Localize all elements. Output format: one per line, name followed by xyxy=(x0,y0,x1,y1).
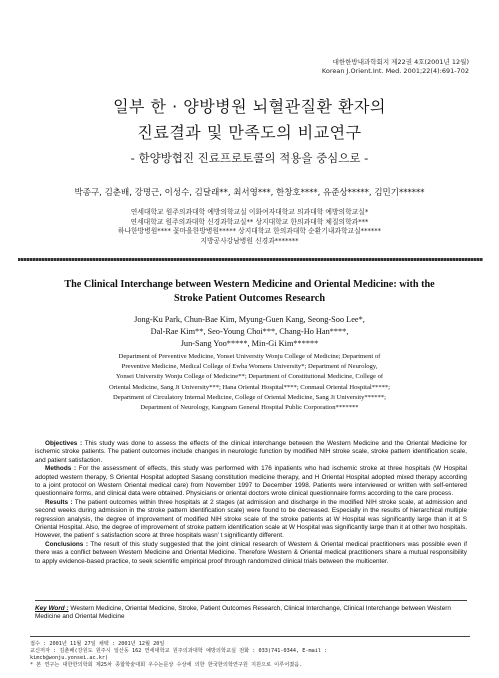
korean-title-line-2: 진료결과 및 만족도의 비교연구 xyxy=(137,123,362,142)
korean-affiliation-line: 하나한방병원**** 꽃마을한방병원***** 상지대학교 한의과대학 순환기내과학교실****** xyxy=(117,227,382,236)
abstract-results xyxy=(35,499,467,541)
english-title-line-1: The Clinical Interchange between Western Medicine and Oriental Medicine: with the xyxy=(64,279,435,290)
section-divider xyxy=(18,258,483,261)
footnote-line: 접수 : 2001년 11월 27일 채택 : 2001년 12월 20일 xyxy=(30,641,165,647)
abstract xyxy=(35,440,467,566)
abstract-objectives xyxy=(35,440,467,465)
english-affiliation-line: Oriental Medicine, Sang Ji University***; Hana Oriental Hospital****; Conmaul Oriental Hospital*****; xyxy=(108,383,391,391)
abstract-conclusions xyxy=(35,541,467,566)
results-text: The patient outcomes within three hospitals at 2 stages (at admission and discharge in the modified NIH stroke scale, at admission and second weeks during admission in the stroke pattern identification scale) were found to be decreased. Especially in the results of hierarchical multiple regression analysis, the degree of improvement of modified NIH stroke scale of the stroke patients at W Hospital was significantly large than it at S Oriental Hospital. Also, the degree of improvement of stroke pattern identification scale at W Hospital was significantly large than it at other two hospitals. However, the patient' s satisfaction score at three hospitals wasn' t significantly different. xyxy=(35,498,467,540)
english-title-line-2: Stroke Patient Outcomes Research xyxy=(174,292,325,304)
methods-text: For the assessment of effects, this study was performed with 176 inpatients who had ischemic stroke at three hospitals (W Hospital adopted western therapy, S Oriental Hospital adopted Sasang constitution medicine therapy, and H Oriental Hospital adopted mixed therapy according to a joint protocol on Western Oriental medical care) from November 1997 to December 1998. Patients were interviewed or written with self-entered questionnaire forms, and clinical data were obtained. Physicians or oriental doctors wrote clinical questionnaire forms according to the care process. xyxy=(35,465,467,498)
english-title xyxy=(40,278,459,305)
english-affiliation-line: Department of Neurology, Kangnam General Hospital Public Corporation******* xyxy=(140,404,359,412)
korean-title-line-1: 일부 한 · 양방병원 뇌혈관질환 환자의 xyxy=(113,97,386,116)
english-affiliation-line: Preventive Medicine, Medical College of Ewha Womens University*; Department of Neurology, xyxy=(121,363,378,371)
keywords-text: Western Medicine, Oriental Medicine, Stroke, Patient Outcomes Research, Clinical Interchange, Clinical Interchange between Western Medicine and Oriental Medicine xyxy=(35,605,451,621)
objectives-label: Objectives : xyxy=(45,440,83,447)
english-affiliations xyxy=(48,352,451,413)
keywords-label: Key Word : xyxy=(35,605,69,612)
korean-affiliations xyxy=(0,208,499,246)
footnotes xyxy=(30,636,470,669)
english-author-line: Jun-Sang Yoo*****, Min-Gi Kim****** xyxy=(180,339,319,348)
footnote-line: * 본 연구는 대한한의학회 제25차 종합학술대회 우수논문상 수상에 의한 한국한의학연구원 지원으로 이루어졌음. xyxy=(30,662,303,668)
korean-affiliation-line: 지방공사강남병원 신경과******* xyxy=(200,236,299,245)
english-author-line: Dal-Rae Kim**, Seo-Young Choi***, Chang-Ho Han****, xyxy=(150,327,349,336)
conclusions-text: The result of this study suggested that the joint clinical research of Western & Oriental medical practitioners was possible even if there was a conflict between Western Medicine and Oriental Medicine. Therefore Western & Oriental medical practitioners share a mutual responsibility to apply evidence-based practice, to seek scientific empirical proof through randomized clinical trials between the multicenter. xyxy=(35,540,467,565)
english-affiliation-line: Department of Preventive Medicine, Yonsei University Wonju College of Medicine; Department of xyxy=(118,353,381,360)
results-label: Results : xyxy=(45,498,73,506)
journal-citation-korean: 대한한방내과학회지 제22권 4호(2001년 12월) xyxy=(332,58,469,66)
keywords xyxy=(35,600,467,622)
journal-citation xyxy=(322,58,469,76)
korean-subtitle: - 한양방협진 진료프로토콜의 적용을 중심으로 - xyxy=(130,151,369,165)
footnote-line: 교신저자 : 김춘배(강원도 원주시 일산동 162 연세대학교 원주의과대학 예방의학교실 전화 : 033)741-0344, E-mail : xyxy=(30,648,328,654)
korean-affiliation-line: 연세대학교 원주의과대학 신경과학교실** 상지대학교 한의과대학 체질의학과*** xyxy=(130,217,369,226)
journal-citation-english: Korean J.Orient.Int. Med. 2001;22(4):691-702 xyxy=(321,67,469,75)
methods-label: Methods : xyxy=(45,465,77,473)
footnote-line: kimcb@wonju.yonsei.ac.kr) xyxy=(30,655,109,661)
korean-affiliation-line: 연세대학교 원주의과대학 예방의학교실 이화여자대학교 의과대학 예방의학교실* xyxy=(130,208,369,216)
abstract-methods xyxy=(35,465,467,499)
conclusions-label: Conclusions : xyxy=(45,540,88,548)
english-affiliation-line: Department of Circulatory Internal Medicine, College of Oriental Medicine, Sang Ji University******; xyxy=(112,393,387,401)
english-author-line: Jong-Ku Park, Chun-Bae Kim, Myung-Guen Kang, Seong-Soo Lee*, xyxy=(134,315,365,324)
english-authors xyxy=(60,314,439,350)
korean-authors: 박종구, 김춘배, 강명근, 이성수, 김달래**, 최서영***, 한창호****, 유준상*****, 김민기****** xyxy=(74,188,425,198)
english-affiliation-line: Yonsei University Wonju College of Medicine**; Department of Constitutional Medicine, College of xyxy=(115,373,384,381)
objectives-text: This study was done to assess the effects of the clinical interchange between the Western Medicine and the Oriental Medicine for ischemic stroke patients. The patient outcomes include changes in neurologic function by modified NIH stroke scale, stroke pattern identification scale, and patient satisfaction. xyxy=(35,440,467,464)
